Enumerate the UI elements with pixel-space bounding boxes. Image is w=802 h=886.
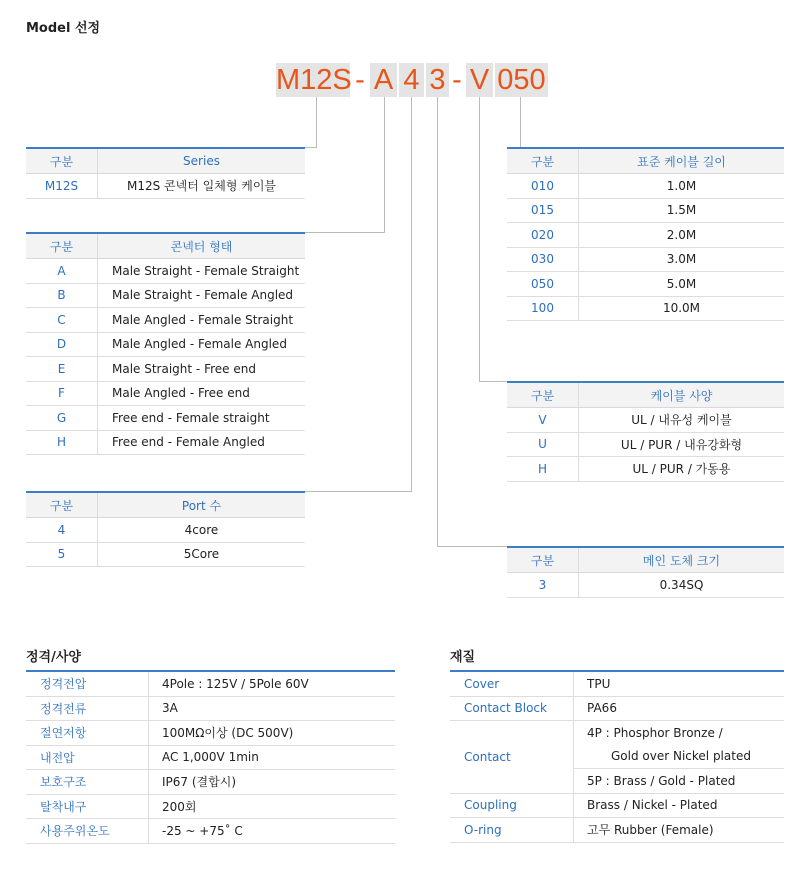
- row-key: 5: [26, 542, 98, 567]
- row-value: Male Straight - Female Straight: [98, 259, 306, 284]
- row-key: E: [26, 357, 98, 382]
- table-row: [507, 223, 784, 248]
- table-row: [507, 272, 784, 297]
- row-value: UL / PUR / 가동용: [579, 457, 785, 482]
- table-row: [26, 283, 305, 308]
- table-row: [26, 406, 305, 431]
- port-table: [26, 491, 305, 567]
- col-length: 표준 케이블 길이: [579, 148, 785, 174]
- row-value: PA66: [574, 696, 785, 721]
- material-table: [450, 670, 784, 843]
- row-value: UL / PUR / 내유강화형: [579, 432, 785, 457]
- row-key: C: [26, 308, 98, 333]
- rating-table: [26, 670, 395, 844]
- row-key: Coupling: [450, 793, 574, 818]
- row-value: 고무 Rubber (Female): [574, 818, 785, 843]
- row-key: Cover: [450, 671, 574, 696]
- row-value: Free end - Female Angled: [98, 430, 306, 455]
- row-key: 정격전류: [26, 696, 149, 721]
- row-key: V: [507, 408, 579, 433]
- row-value: 3A: [149, 696, 396, 721]
- row-key: 4: [26, 518, 98, 543]
- table-row: [26, 308, 305, 333]
- row-value: 4P : Phosphor Bronze /: [587, 725, 723, 740]
- row-value: Male Straight - Female Angled: [98, 283, 306, 308]
- row-key: 보호구조: [26, 770, 149, 795]
- row-key: Contact: [450, 721, 574, 794]
- table-row: [26, 357, 305, 382]
- table-row: [507, 174, 784, 199]
- row-value: Male Angled - Female Angled: [98, 332, 306, 357]
- table-row: [507, 457, 784, 482]
- row-key: 사용주위온도: [26, 819, 149, 844]
- row-value: 5.0M: [579, 272, 785, 297]
- row-key: M12S: [26, 174, 98, 199]
- col-key: 구분: [507, 547, 579, 573]
- table-row: [26, 671, 395, 696]
- row-key: H: [507, 457, 579, 482]
- row-value: 5P : Brass / Gold - Plated: [574, 769, 785, 794]
- table-row: [450, 721, 784, 745]
- row-value: AC 1,000V 1min: [149, 745, 396, 770]
- row-value: Gold over Nickel plated: [574, 745, 785, 769]
- row-key: 020: [507, 223, 579, 248]
- table-row: [507, 296, 784, 321]
- table-row: [26, 819, 395, 844]
- col-port: Port 수: [98, 492, 306, 518]
- conductor-table: [507, 546, 784, 598]
- row-value: 4Pole : 125V / 5Pole 60V: [149, 671, 396, 696]
- table-row: [450, 818, 784, 843]
- table-row: [26, 518, 305, 543]
- series-table: [26, 147, 305, 199]
- row-key: 050: [507, 272, 579, 297]
- length-table: [507, 147, 784, 321]
- table-row: [507, 198, 784, 223]
- row-key: D: [26, 332, 98, 357]
- row-key: 정격전압: [26, 671, 149, 696]
- row-value: 5Core: [98, 542, 306, 567]
- row-value: 2.0M: [579, 223, 785, 248]
- row-value: Male Straight - Free end: [98, 357, 306, 382]
- row-value: TPU: [574, 671, 785, 696]
- code-port: 4: [399, 63, 424, 97]
- row-key: O-ring: [450, 818, 574, 843]
- row-value: -25 ~ +75˚ C: [149, 819, 396, 844]
- row-value: 3.0M: [579, 247, 785, 272]
- row-value: 1.5M: [579, 198, 785, 223]
- row-value: Male Angled - Female Straight: [98, 308, 306, 333]
- row-key: 탈착내구: [26, 794, 149, 819]
- row-value: Brass / Nickel - Plated: [574, 793, 785, 818]
- table-row: [450, 671, 784, 696]
- row-key: 절연저항: [26, 721, 149, 746]
- col-key: 구분: [507, 148, 579, 174]
- row-value: Male Angled - Free end: [98, 381, 306, 406]
- table-row: [26, 696, 395, 721]
- table-row: [450, 793, 784, 818]
- code-dash-2: -: [452, 64, 462, 96]
- row-key: F: [26, 381, 98, 406]
- col-key: 구분: [26, 233, 98, 259]
- row-key: 내전압: [26, 745, 149, 770]
- table-row: [26, 794, 395, 819]
- table-row: [26, 745, 395, 770]
- row-key: 015: [507, 198, 579, 223]
- table-row: [26, 721, 395, 746]
- row-key: A: [26, 259, 98, 284]
- row-value: UL / 내유성 케이블: [579, 408, 785, 433]
- table-row: [507, 432, 784, 457]
- table-row: [507, 247, 784, 272]
- row-key: U: [507, 432, 579, 457]
- row-value: IP67 (결합시): [149, 770, 396, 795]
- row-value: 200회: [149, 794, 396, 819]
- col-connector: 콘넥터 형태: [98, 233, 306, 259]
- row-key: Contact Block: [450, 696, 574, 721]
- row-key: 3: [507, 573, 579, 598]
- table-row: [26, 770, 395, 795]
- row-key: B: [26, 283, 98, 308]
- connector-table: [26, 232, 305, 455]
- table-row: [26, 430, 305, 455]
- page-title: Model 선정: [26, 21, 101, 36]
- rating-title: 정격/사양: [26, 650, 81, 665]
- table-row: [26, 381, 305, 406]
- row-value: Free end - Female straight: [98, 406, 306, 431]
- code-series: M12S: [276, 64, 352, 96]
- row-key: 010: [507, 174, 579, 199]
- code-dash-1: -: [355, 64, 365, 96]
- cable-table: [507, 381, 784, 482]
- col-key: 구분: [507, 382, 579, 408]
- row-value: 100MΩ이상 (DC 500V): [149, 721, 396, 746]
- table-row: [26, 332, 305, 357]
- row-value: M12S 콘넥터 일체형 케이블: [98, 174, 306, 199]
- row-key: 100: [507, 296, 579, 321]
- row-value: 10.0M: [579, 296, 785, 321]
- code-length: 050: [495, 63, 548, 97]
- table-row: [26, 259, 305, 284]
- material-title: 재질: [450, 650, 476, 665]
- table-row: [450, 696, 784, 721]
- code-conductor: 3: [426, 63, 449, 97]
- row-key: 030: [507, 247, 579, 272]
- row-key: H: [26, 430, 98, 455]
- code-connector: A: [370, 63, 397, 97]
- row-key: G: [26, 406, 98, 431]
- row-value: 4core: [98, 518, 306, 543]
- table-row: [26, 542, 305, 567]
- col-cable: 케이블 사양: [579, 382, 785, 408]
- col-series: Series: [98, 148, 306, 174]
- col-key: 구분: [26, 492, 98, 518]
- col-conductor: 메인 도체 크기: [579, 547, 785, 573]
- col-key: 구분: [26, 148, 98, 174]
- row-value: 0.34SQ: [579, 573, 785, 598]
- table-row: [507, 408, 784, 433]
- table-row: [26, 174, 305, 199]
- row-value: 1.0M: [579, 174, 785, 199]
- code-cable: V: [466, 63, 493, 97]
- table-row: [507, 573, 784, 598]
